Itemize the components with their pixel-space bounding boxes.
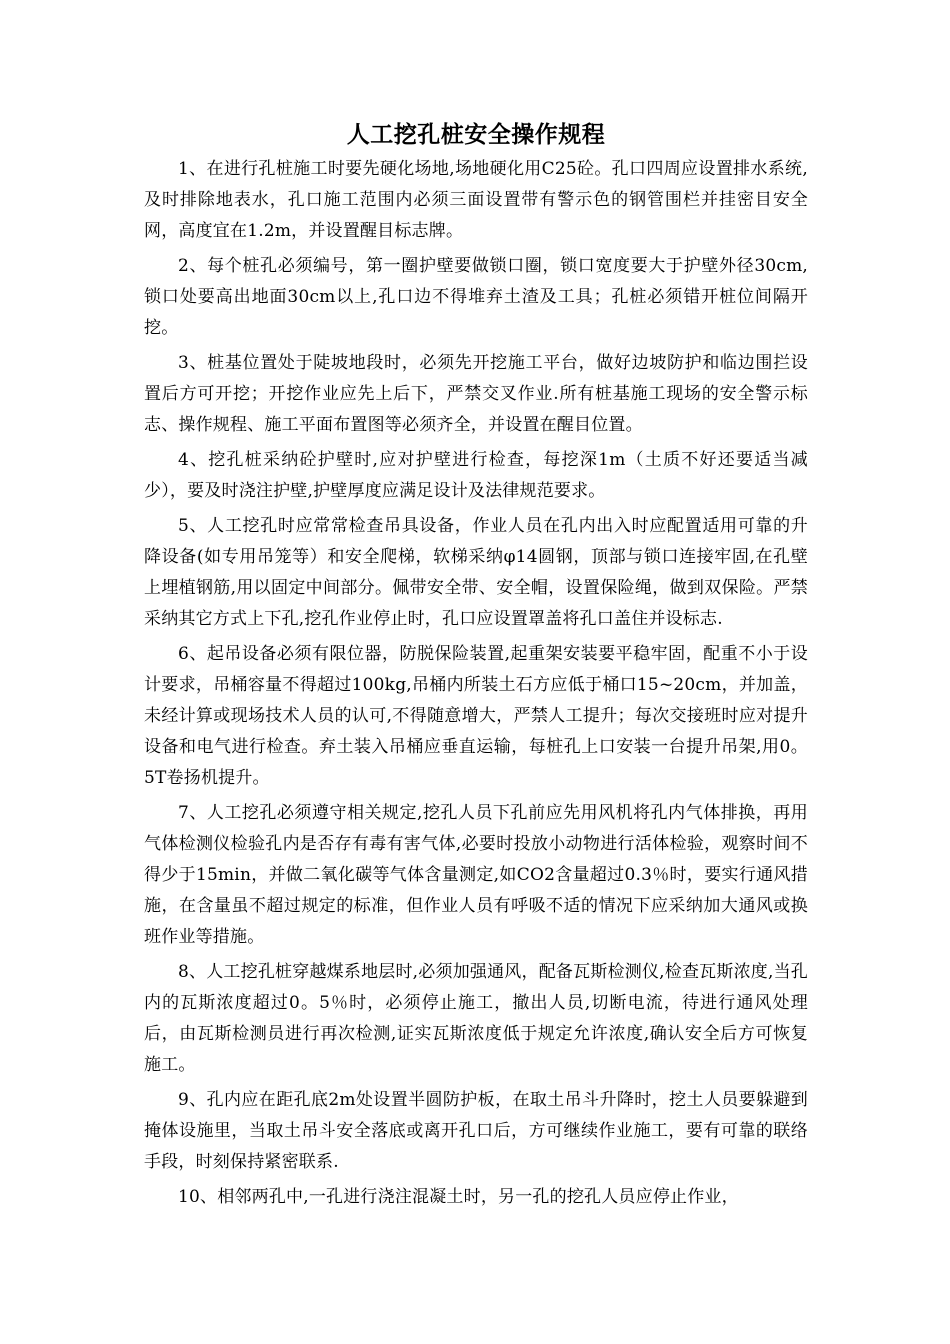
paragraph-3: 3、桩基位置处于陡坡地段时，必须先开挖施工平台，做好边坡防护和临边围拦设置后方可开挖；开挖作业应先上后下，严禁交叉作业.所有桩基施工现场的安全警示标志、操作规程、施工平面布置图等必须齐全，并设置在醒目位置。 [144, 353, 808, 435]
paragraph-5: 5、人工挖孔时应常常检查吊具设备，作业人员在孔内出入时应配置适用可靠的升降设备(如专用吊笼等）和安全爬梯，软梯采纳φ14圆钢，顶部与锁口连接牢固,在孔壁上埋植钢筋,用以固定中间部分。佩带安全带、安全帽，设置保险绳，做到双保险。严禁采纳其它方式上下孔,挖孔作业停止时，孔口应设置罩盖将孔口盖住并设标志. [144, 516, 808, 629]
paragraph-8: 8、人工挖孔桩穿越煤系地层时,必须加强通风，配备瓦斯检测仪,检查瓦斯浓度,当孔内的瓦斯浓度超过0。5％时，必须停止施工，撤出人员,切断电流，待进行通风处理后，由瓦斯检测员进行再次检测,证实瓦斯浓度低于规定允许浓度,确认安全后方可恢复施工。 [144, 962, 808, 1075]
paragraph-2: 2、每个桩孔必须编号，第一圈护壁要做锁口圈，锁口宽度要大于护壁外径30cm,锁口处要高出地面30cm以上,孔口边不得堆弃土渣及工具；孔桩必须错开桩位间隔开挖。 [144, 256, 808, 338]
paragraph-1: 1、在进行孔桩施工时要先硬化场地,场地硬化用C25砼。孔口四周应设置排水系统,及时排除地表水，孔口施工范围内必须三面设置带有警示色的钢管围栏并挂密目安全网，高度宜在1.2m，并设置醒目标志牌。 [144, 159, 808, 241]
paragraph-4: 4、挖孔桩采纳砼护壁时,应对护壁进行检查，每挖深1m（土质不好还要适当减少），要及时浇注护壁,护壁厚度应满足设计及法律规范要求。 [144, 450, 808, 501]
paragraph-7: 7、人工挖孔必须遵守相关规定,挖孔人员下孔前应先用风机将孔内气体排换，再用气体检测仪检验孔内是否存有毒有害气体,必要时投放小动物进行活体检验，观察时间不得少于15min，并做二氧化碳等气体含量测定,如CO2含量超过0.3％时，要实行通风措施，在含量虽不超过规定的标准，但作业人员有呼吸不适的情况下应采纳加大通风或换班作业等措施。 [144, 803, 808, 947]
paragraph-9: 9、孔内应在距孔底2m处设置半圆防护板，在取土吊斗升降时，挖土人员要躲避到掩体设施里，当取土吊斗安全落底或离开孔口后，方可继续作业施工，要有可靠的联络手段，时刻保持紧密联系. [144, 1090, 808, 1172]
document-page [144, 118, 808, 1217]
paragraph-6: 6、起吊设备必须有限位器，防脱保险装置,起重架安装要平稳牢固，配重不小于设计要求，吊桶容量不得超过100kg,吊桶内所装土石方应低于桶口15~20cm，并加盖，未经计算或现场技术人员的认可,不得随意增大，严禁人工提升；每次交接班时应对提升设备和电气进行检查。弃土装入吊桶应垂直运输，每桩孔上口安装一台提升吊架,用0。5T卷扬机提升。 [144, 644, 808, 788]
paragraph-10: 10、相邻两孔中,一孔进行浇注混凝土时，另一孔的挖孔人员应停止作业， [178, 1187, 739, 1207]
document-title: 人工挖孔桩安全操作规程 [346, 121, 606, 148]
